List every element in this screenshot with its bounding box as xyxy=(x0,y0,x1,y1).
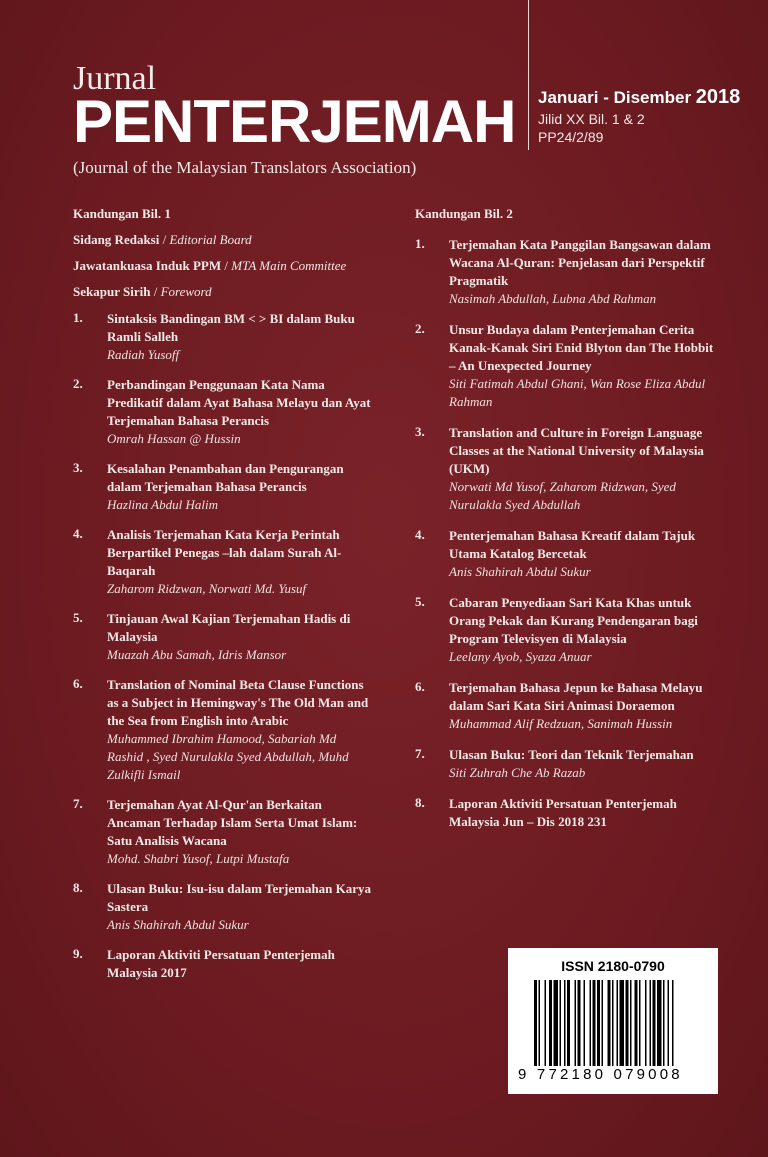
contents-entry xyxy=(73,610,373,664)
journal-subtitle: (Journal of the Malaysian Translators Association) xyxy=(73,158,417,177)
entry-number: 2. xyxy=(73,376,83,391)
entry-number: 3. xyxy=(415,424,425,439)
entry-authors: Omrah Hassan @ Hussin xyxy=(107,431,241,446)
meta-translation: MTA Main Committee xyxy=(231,258,347,273)
entry-body xyxy=(107,460,373,514)
barcode-icon xyxy=(534,980,714,1066)
entry-number: 4. xyxy=(415,527,425,542)
entry-number: 9. xyxy=(73,946,83,961)
entry-title: Laporan Aktiviti Persatuan Penterjemah Malaysia 2017 xyxy=(107,947,335,980)
entry-number: 8. xyxy=(415,795,425,810)
meta-translation: Editorial Board xyxy=(169,232,252,247)
entry-number: 7. xyxy=(415,746,425,761)
meta-separator: / xyxy=(221,258,232,273)
entry-title: Terjemahan Bahasa Jepun ke Bahasa Melayu dalam Sari Kata Siri Animasi Doraemon xyxy=(449,680,703,713)
meta-separator: / xyxy=(159,232,170,247)
contents-entry xyxy=(415,236,715,308)
contents-entry xyxy=(73,676,373,784)
barcode-digits: 9 772180 079008 xyxy=(518,1066,683,1083)
entry-title: Tinjauan Awal Kajian Terjemahan Hadis di Malaysia xyxy=(107,611,351,644)
entry-body xyxy=(449,321,715,411)
contents-entry xyxy=(415,527,715,581)
entry-body xyxy=(107,310,373,364)
contents-entry xyxy=(415,679,715,733)
entry-number: 3. xyxy=(73,460,83,475)
entry-body xyxy=(449,679,715,733)
entry-number: 4. xyxy=(73,526,83,541)
entry-number: 8. xyxy=(73,880,83,895)
entry-title: Translation and Culture in Foreign Language Classes at the National University of Malaysia (UKM) xyxy=(449,425,704,476)
entry-title: Penterjemahan Bahasa Kreatif dalam Tajuk Utama Katalog Bercetak xyxy=(449,528,696,561)
issue-months: Januari - Disember xyxy=(538,88,692,107)
entry-authors: Nasimah Abdullah, Lubna Abd Rahman xyxy=(449,291,657,306)
entry-body xyxy=(449,527,715,581)
entry-authors: Anis Shahirah Abdul Sukur xyxy=(449,564,591,579)
entry-number: 5. xyxy=(415,594,425,609)
entry-body xyxy=(107,946,373,982)
contents-entry xyxy=(415,795,715,831)
entry-body xyxy=(107,676,373,784)
entry-number: 6. xyxy=(73,676,83,691)
entry-authors: Norwati Md Yusof, Zaharom Ridzwan, Syed Nurulakla Syed Abdullah xyxy=(449,479,676,512)
entry-title: Perbandingan Penggunaan Kata Nama Predikatif dalam Ayat Bahasa Melayu dan Ayat Terjemahan Bahasa Perancis xyxy=(107,377,371,428)
entry-body xyxy=(449,236,715,308)
entry-body xyxy=(449,746,715,782)
entry-title: Terjemahan Ayat Al-Qur'an Berkaitan Ancaman Terhadap Islam Serta Umat Islam: Satu Analisis Wacana xyxy=(107,797,358,848)
entry-number: 6. xyxy=(415,679,425,694)
entry-authors: Mohd. Shabri Yusof, Lutpi Mustafa xyxy=(107,851,290,866)
entry-body xyxy=(107,376,373,448)
entry-title: Laporan Aktiviti Persatuan Penterjemah Malaysia Jun – Dis 2018 231 xyxy=(449,796,677,829)
contents-entry xyxy=(415,424,715,514)
entry-body xyxy=(449,594,715,666)
barcode-panel xyxy=(508,948,718,1094)
entry-number: 1. xyxy=(73,310,83,325)
issue-info xyxy=(538,86,740,145)
entry-title: Kesalahan Penambahan dan Pengurangan dalam Terjemahan Bahasa Perancis xyxy=(107,461,344,494)
entry-body xyxy=(449,795,715,831)
contents-issue-1 xyxy=(73,206,373,994)
entry-title: Cabaran Penyediaan Sari Kata Khas untuk Orang Pekak dan Kurang Pendengaran bagi Program Televisyen di Malaysia xyxy=(449,595,698,646)
issue-year: 2018 xyxy=(695,86,741,108)
issue-volume: Jilid XX Bil. 1 & 2 xyxy=(538,111,645,127)
meta-translation: Foreword xyxy=(160,284,212,299)
contents-entry xyxy=(73,946,373,982)
contents-entry xyxy=(73,460,373,514)
contents-heading: Kandungan Bil. 2 xyxy=(415,206,513,221)
issue-permit: PP24/2/89 xyxy=(538,129,604,145)
entry-number: 7. xyxy=(73,796,83,811)
contents-issue-2 xyxy=(415,206,715,844)
header-divider xyxy=(528,0,529,150)
contents-entry xyxy=(73,880,373,934)
entry-title: Translation of Nominal Beta Clause Functions as a Subject in Hemingway's The Old Man and the Sea from English into Arabic xyxy=(107,677,369,728)
entry-body xyxy=(107,610,373,664)
entry-authors: Leelany Ayob, Syaza Anuar xyxy=(449,649,592,664)
entry-body xyxy=(107,796,373,868)
entry-title: Terjemahan Kata Panggilan Bangsawan dalam Wacana Al-Quran: Penjelasan dari Perspektif Pragmatik xyxy=(449,237,711,288)
entry-authors: Siti Zuhrah Che Ab Razab xyxy=(449,765,586,780)
entry-body xyxy=(107,526,373,598)
contents-heading: Kandungan Bil. 1 xyxy=(73,206,171,221)
entry-title: Analisis Terjemahan Kata Kerja Perintah Berpartikel Penegas –lah dalam Surah Al-Baqarah xyxy=(107,527,342,578)
entry-authors: Radiah Yusoff xyxy=(107,347,180,362)
entry-authors: Siti Fatimah Abdul Ghani, Wan Rose Eliza Abdul Rahman xyxy=(449,376,706,409)
entry-number: 2. xyxy=(415,321,425,336)
contents-entry xyxy=(73,376,373,448)
entry-authors: Hazlina Abdul Halim xyxy=(107,497,218,512)
contents-entry xyxy=(415,321,715,411)
contents-entry xyxy=(73,796,373,868)
issn: ISSN 2180-0790 xyxy=(561,958,665,974)
journal-title: PENTERJEMAH xyxy=(73,88,516,155)
meta-line xyxy=(73,258,373,274)
entry-body xyxy=(107,880,373,934)
meta-label: Sekapur Sirih xyxy=(73,284,151,299)
entry-number: 5. xyxy=(73,610,83,625)
entry-number: 1. xyxy=(415,236,425,251)
entry-authors: Muhammed Ibrahim Hamood, Sabariah Md Rashid , Syed Nurulakla Syed Abdullah, Muhd Zulkifli Ismail xyxy=(107,731,349,782)
entry-title: Sintaksis Bandingan BM < > BI dalam Buku Ramli Salleh xyxy=(107,311,355,344)
entry-authors: Zaharom Ridzwan, Norwati Md. Yusuf xyxy=(107,581,307,596)
issue-date xyxy=(538,86,740,109)
entry-title: Ulasan Buku: Isu-isu dalam Terjemahan Karya Sastera xyxy=(107,881,372,914)
entry-title: Unsur Budaya dalam Penterjemahan Cerita Kanak-Kanak Siri Enid Blyton dan The Hobbit – An Unexpected Journey xyxy=(449,322,714,373)
contents-entry xyxy=(415,746,715,782)
meta-label: Jawatankuasa Induk PPM xyxy=(73,258,222,273)
meta-line xyxy=(73,232,373,248)
meta-line xyxy=(73,284,373,300)
contents-entry xyxy=(73,310,373,364)
meta-label: Sidang Redaksi xyxy=(73,232,160,247)
masthead xyxy=(73,62,515,178)
meta-separator: / xyxy=(150,284,161,299)
entry-title: Ulasan Buku: Teori dan Teknik Terjemahan xyxy=(449,747,694,762)
entry-authors: Anis Shahirah Abdul Sukur xyxy=(107,917,249,932)
entry-authors: Muhammad Alif Redzuan, Sanimah Hussin xyxy=(449,716,673,731)
masthead-jurnal: Jurnal xyxy=(73,60,157,97)
entry-authors: Muazah Abu Samah, Idris Mansor xyxy=(107,647,287,662)
contents-entry xyxy=(73,526,373,598)
entry-body xyxy=(449,424,715,514)
contents-entry xyxy=(415,594,715,666)
